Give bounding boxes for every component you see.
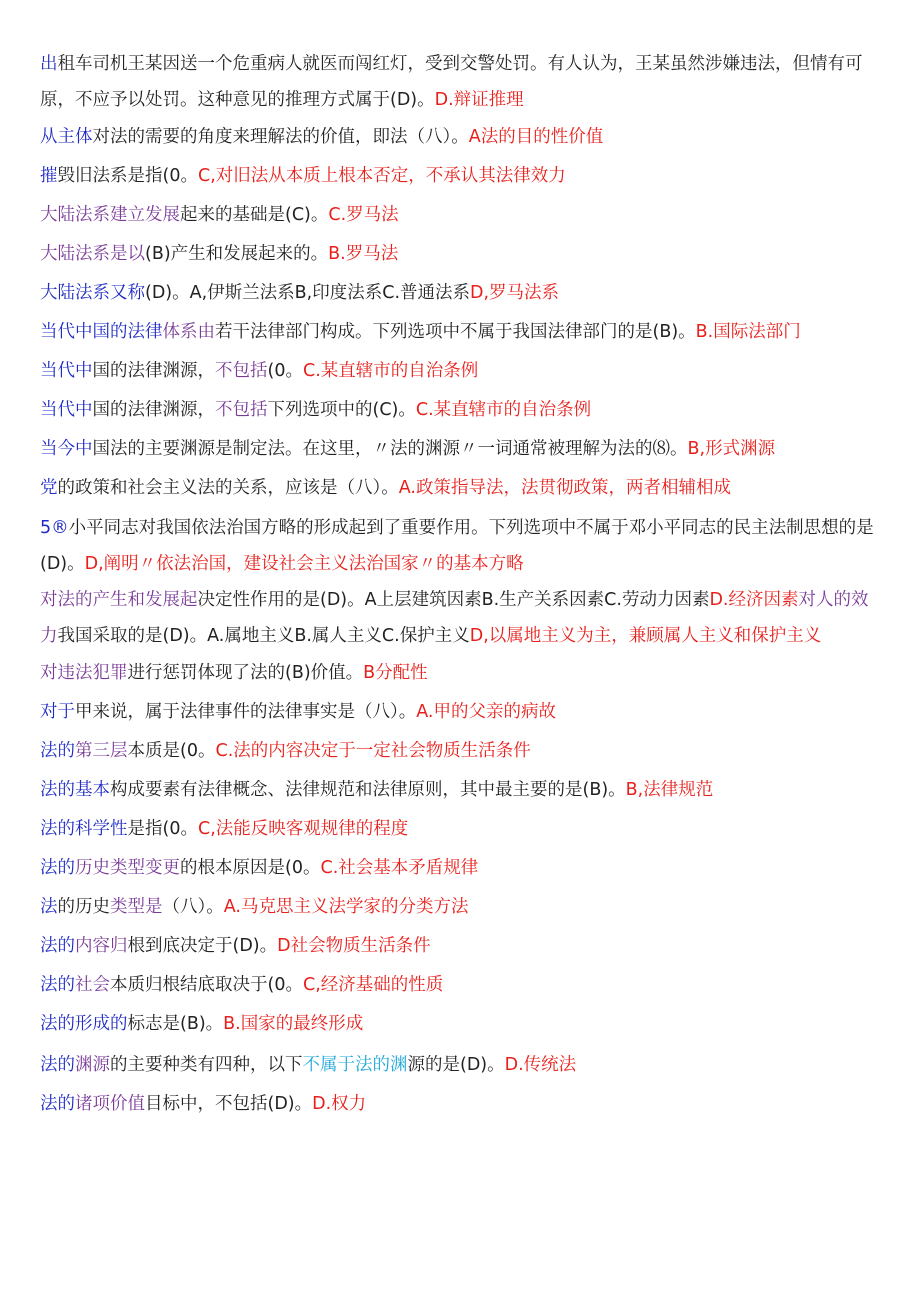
answer-text: D.权力 (312, 1094, 367, 1114)
question-text-segment: 对于 (40, 702, 75, 722)
question-text-segment: 若干法律部门构成。下列选项中不属于我国法律部门的是(B)。 (215, 322, 696, 342)
document-page (40, 46, 885, 1124)
question-item (40, 582, 885, 654)
question-text-segment: 类型是 (110, 897, 163, 917)
answer-text: D.经济因素 (709, 590, 799, 610)
question-item (40, 1005, 885, 1044)
question-text-segment: 党 (40, 478, 58, 498)
question-text-segment: 法的 (40, 975, 75, 995)
question-text-segment: 是指(0。 (127, 819, 198, 839)
question-text-segment: 大陆法系建立发展 (40, 205, 180, 225)
question-text-segment: 对法的产生和发展起 (40, 590, 198, 610)
question-item (40, 510, 885, 582)
question-item (40, 313, 885, 352)
answer-text: C.罗马法 (328, 205, 399, 225)
question-text-segment: 渊源 (75, 1055, 110, 1075)
question-text-segment: 法的 (40, 1094, 75, 1114)
question-text-segment: 毁旧法系是指(0。 (57, 166, 198, 186)
question-text-segment: 进行惩罚体现了法的(B)价值。 (127, 663, 364, 683)
question-text-segment: 构成要素有法律概念、法律规范和法律原则，其中最主要的是(B)。 (110, 780, 626, 800)
question-text-segment: 摧 (40, 166, 58, 186)
question-text-segment: (D)。A,伊斯兰法系B,印度法系C.普通法系 (145, 283, 471, 303)
question-text-segment: 当代中国的法律 (40, 322, 163, 342)
question-text-segment: 标志是(B)。 (127, 1014, 224, 1034)
question-text-segment: 根到底决定于(D)。 (127, 936, 278, 956)
question-text-segment: 甲来说，属于法律事件的法律事实是（八）。 (75, 702, 417, 722)
question-item (40, 391, 885, 430)
question-text-segment: (0。 (267, 361, 303, 381)
question-text-segment: 本质是(0。 (127, 741, 216, 761)
answer-text: C.法的内容决定于一定社会物质生活条件 (215, 741, 531, 761)
question-text-segment: 法的 (40, 936, 75, 956)
question-text-segment: 5® (40, 518, 69, 538)
question-text-segment: 法的基本 (40, 780, 110, 800)
answer-text: B.国际法部门 (695, 322, 801, 342)
answer-text: B,法律规范 (625, 780, 714, 800)
answer-text: C.社会基本矛盾规律 (320, 858, 479, 878)
question-item (40, 196, 885, 235)
answer-text: D.辩证推理 (434, 90, 524, 110)
answer-text: B,形式渊源 (687, 439, 776, 459)
question-item (40, 235, 885, 274)
answer-text: B.国家的最终形成 (223, 1014, 364, 1034)
question-item (40, 430, 885, 469)
question-item (40, 849, 885, 888)
question-item (40, 966, 885, 1005)
question-text-segment: 的根本原因是(0。 (180, 858, 321, 878)
answer-text: A.马克思主义法学家的分类方法 (223, 897, 469, 917)
question-text-segment: 对法的需要的角度来理解法的价值，即法（八）。 (92, 127, 469, 147)
question-text-segment: 的历史 (57, 897, 110, 917)
question-item (40, 118, 885, 157)
question-text-segment: 小平同志对我国依法治国方略的形成起到了重要作用。下列选项中不属于邓小平同志的民主法制思想的是(D)。 (40, 518, 874, 574)
question-text-segment: 决定性作用的是(D)。A上层建筑因素B.生产关系因素C.劳动力因素 (197, 590, 710, 610)
question-text-segment: 体系由 (162, 322, 215, 342)
question-text-segment: 社会 (75, 975, 110, 995)
question-text-segment: 本质归根结底取决于(0。 (110, 975, 303, 995)
question-text-segment: 不包括 (215, 400, 268, 420)
question-text-segment: 法的 (40, 741, 75, 761)
question-text-segment: 内容归 (75, 936, 128, 956)
question-text-segment: 不包括 (215, 361, 268, 381)
question-text-segment: 的主要种类有四种，以下 (110, 1055, 303, 1075)
question-text-segment: 历史类型变更 (75, 858, 180, 878)
question-text-segment: 法的科学性 (40, 819, 128, 839)
question-item (40, 352, 885, 391)
question-text-segment: 国的法律渊源， (92, 361, 215, 381)
question-text-segment: 国法的主要渊源是制定法。在这里，〃法的渊源〃一词通常被理解为法的⑻。 (92, 439, 688, 459)
question-item (40, 469, 885, 508)
answer-text: D社会物质生活条件 (277, 936, 431, 956)
question-text-segment: 我国采取的是(D)。A.属地主义B.属人主义C.保护主义 (57, 626, 470, 646)
question-text-segment: 目标中，不包括(D)。 (145, 1094, 313, 1114)
answer-text: D,罗马法系 (470, 283, 560, 303)
question-text-segment: 下列选项中的(C)。 (267, 400, 416, 420)
answer-text: A.政策指导法，法贯彻政策，两者相辅相成 (398, 478, 731, 498)
question-text-segment: 法的 (40, 858, 75, 878)
question-text-segment: 对人的效力 (40, 590, 869, 646)
question-text-segment: 法的 (40, 1055, 75, 1075)
question-text-segment: （八）。 (162, 897, 224, 917)
question-text-segment: 租车司机王某因送一个危重病人就医而闯红灯，受到交警处罚。有人认为，王某虽然涉嫌违法，但情有可原，不应予以处罚。这种意见的推理方式属于(D)。 (40, 54, 863, 110)
question-text-segment: 不属于法的渊 (302, 1055, 408, 1075)
question-item (40, 732, 885, 771)
answer-text: C.某直辖市的自治条例 (415, 400, 592, 420)
question-item (40, 1085, 885, 1124)
question-text-segment: 大陆法系是以 (40, 244, 145, 264)
question-item (40, 771, 885, 810)
question-item (40, 888, 885, 927)
question-text-segment: 当今中 (40, 439, 93, 459)
question-text-segment: 源的是(D)。 (407, 1055, 505, 1075)
question-text-segment: 诸项价值 (75, 1094, 145, 1114)
question-text-segment: 大陆法系又称 (40, 283, 145, 303)
question-text-segment: 从主体 (40, 127, 93, 147)
question-text-segment: 对违法犯罪 (40, 663, 128, 683)
question-list (40, 46, 885, 1124)
question-text-segment: 第三层 (75, 741, 128, 761)
question-text-segment: 起来的基础是(C)。 (180, 205, 329, 225)
question-item (40, 927, 885, 966)
question-item (40, 654, 885, 693)
question-text-segment: 当代中 (40, 361, 93, 381)
question-item (40, 274, 885, 313)
answer-text: B.罗马法 (328, 244, 399, 264)
question-item (40, 810, 885, 849)
answer-text: D.传统法 (504, 1055, 577, 1075)
question-item (40, 693, 885, 732)
question-text-segment: 的政策和社会主义法的关系，应该是（八）。 (57, 478, 399, 498)
answer-text: C,经济基础的性质 (302, 975, 444, 995)
question-text-segment: 法的形成的 (40, 1014, 128, 1034)
question-item (40, 1046, 885, 1085)
question-text-segment: (B)产生和发展起来的。 (145, 244, 329, 264)
question-text-segment: 法 (40, 897, 58, 917)
question-item (40, 46, 885, 118)
answer-text: D,以属地主义为主，兼顾属人主义和保护主义 (469, 626, 822, 646)
answer-text: A法的目的性价值 (468, 127, 604, 147)
answer-text: C.某直辖市的自治条例 (302, 361, 479, 381)
answer-text: B分配性 (363, 663, 428, 683)
question-text-segment: 当代中 (40, 400, 93, 420)
answer-text: C,法能反映客观规律的程度 (197, 819, 409, 839)
answer-text: D,阐明〃依法治国，建设社会主义法治国家〃的基本方略 (84, 554, 524, 574)
answer-text: C,对旧法从本质上根本否定，不承认其法律效力 (197, 166, 566, 186)
question-text-segment: 国的法律渊源， (92, 400, 215, 420)
answer-text: A.甲的父亲的病故 (416, 702, 556, 722)
question-item (40, 157, 885, 196)
question-text-segment: 出 (40, 54, 58, 74)
